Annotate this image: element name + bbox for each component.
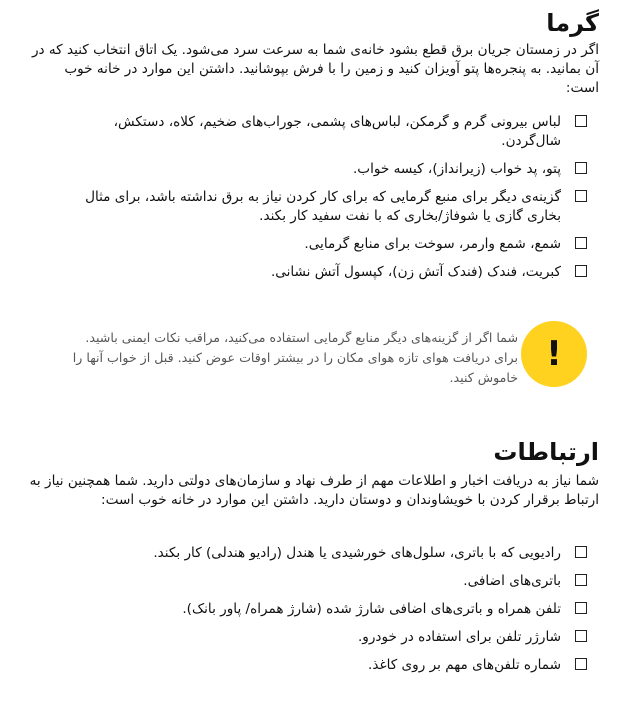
checkbox[interactable] (575, 190, 587, 202)
heat-intro: اگر در زمستان جریان برق قطع بشود خانه‌ی شما به سرعت سرد می‌شود. یک اتاق انتخاب کنید که در آن بمانید. به پنجره‌ها پتو آویزان کنید و زمین را با فرش بپوشانید. داشتن این موارد در خانه خوب است: (31, 42, 599, 96)
checkbox[interactable] (575, 546, 587, 558)
checkbox[interactable] (575, 162, 587, 174)
checklist-item[interactable] (62, 544, 587, 563)
checklist-item[interactable] (62, 656, 587, 675)
checklist-item[interactable] (62, 188, 587, 226)
comms-intro: شما نیاز به دریافت اخبار و اطلاعات مهم از طرف نهاد و سازمان‌های دولتی دارید. شما همچنین نیاز به ارتباط برقرار کردن با خویشاوندان و دوستان دارید. داشتن این موارد در خانه خوب است: (29, 473, 599, 508)
checklist-item-label: تلفن همراه و باتری‌های اضافی شارژ شده (شارژ همراه/ پاور بانک). (182, 601, 561, 617)
checklist-item[interactable] (62, 628, 587, 647)
checklist-item[interactable] (62, 263, 587, 282)
checklist-item-label: لباس بیرونی گرم و گرمکن، لباس‌های پشمی، جوراب‌های ضخیم، کلاه، دستکش، شال‌گردن. (113, 114, 561, 149)
checklist-item-label: شمع، شمع وارمر، سوخت برای منابع گرمایی. (304, 236, 561, 252)
checklist-item-label: باتری‌های اضافی. (463, 573, 561, 589)
checkbox[interactable] (575, 115, 587, 127)
checklist-item-label: شماره تلفن‌های مهم بر روی کاغذ. (368, 657, 561, 673)
checklist-item-label: پتو، پد خواب (زیرانداز)، کیسه خواب. (352, 161, 561, 177)
checklist-item-label: کبریت، فندک (فندک آتش زن)، کپسول آتش نشانی. (270, 264, 561, 280)
checkbox[interactable] (575, 265, 587, 277)
checklist-item-label: رادیویی که با باتری، سلول‌های خورشیدی یا هندل (رادیو هندلی) کار بکند. (153, 545, 561, 561)
comms-checklist (62, 544, 587, 675)
checkbox[interactable] (575, 602, 587, 614)
checkbox[interactable] (575, 630, 587, 642)
heat-section-title: گرما (546, 9, 599, 37)
comms-section-title: ارتباطات (493, 438, 599, 466)
checkbox[interactable] (575, 574, 587, 586)
warning-badge (521, 321, 587, 387)
checklist-item-label: گزینه‌ی دیگر برای منبع گرمایی که برای کار کردن نیاز به برق نداشته باشد، برای مثال بخاری گازی یا شوفاژ/بخاری که با نفت سفید کار بکند. (85, 189, 561, 224)
checklist-item[interactable] (62, 113, 587, 151)
checkbox[interactable] (575, 658, 587, 670)
checklist-item[interactable] (62, 160, 587, 179)
heat-checklist (62, 113, 587, 282)
checklist-item-label: شارژر تلفن برای استفاده در خودرو. (357, 629, 561, 645)
checklist-item[interactable] (62, 600, 587, 619)
exclamation-icon: ! (546, 334, 562, 374)
checkbox[interactable] (575, 237, 587, 249)
checklist-item[interactable] (62, 572, 587, 591)
checklist-item[interactable] (62, 235, 587, 254)
safety-note: شما اگر از گزینه‌های دیگر منابع گرمایی استفاده می‌کنید، مراقب نکات ایمنی باشید. برای دریافت هوای تازه هوای مکان را در بیشتر اوقات عوض کنید. قبل از خواب آنها را خاموش کنید. (72, 330, 518, 385)
